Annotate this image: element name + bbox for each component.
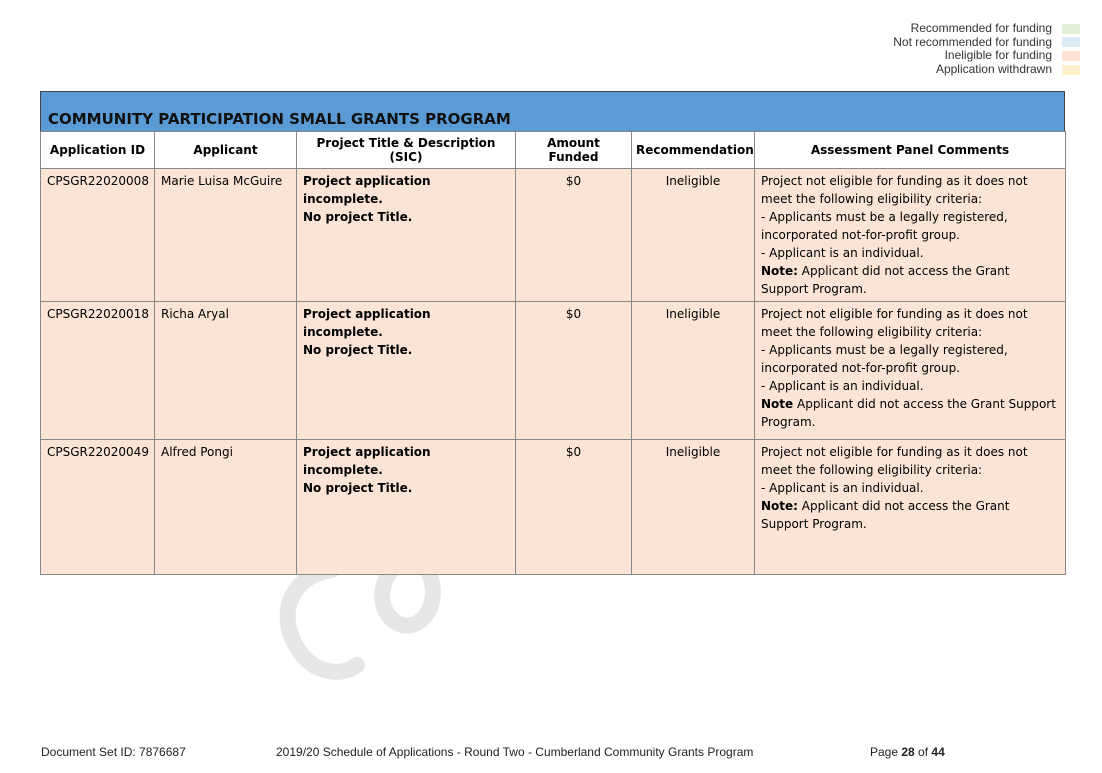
note-label: Note:	[761, 264, 798, 278]
legend-swatch	[1062, 65, 1080, 75]
column-header-applicant: Applicant	[155, 132, 297, 169]
column-header-amount-funded: Amount Funded	[516, 132, 632, 169]
cell-assessment-comments	[755, 302, 1066, 440]
comment-intro: Project not eligible for funding as it does not meet the following eligibility criteria:	[761, 174, 1028, 206]
table-row	[41, 302, 1066, 440]
cell-amount-funded: $0	[516, 440, 632, 575]
legend-item-withdrawn	[893, 63, 1080, 77]
cell-application-id: CPSGR22020049	[41, 440, 155, 575]
legend-label: Ineligible for funding	[944, 48, 1052, 63]
table-row	[41, 440, 1066, 575]
cell-recommendation: Ineligible	[632, 169, 755, 302]
cell-applicant: Richa Aryal	[155, 302, 297, 440]
column-header-assessment-comments: Assessment Panel Comments	[755, 132, 1066, 169]
project-line: No project Title.	[303, 343, 413, 357]
applications-table	[40, 131, 1066, 575]
project-line: No project Title.	[303, 210, 413, 224]
page-total: 44	[931, 745, 945, 759]
comment-note	[761, 395, 1059, 431]
table-header-row	[41, 132, 1066, 169]
comment-bullet: - Applicant is an individual.	[761, 246, 924, 260]
column-header-application-id: Application ID	[41, 132, 155, 169]
comment-intro: Project not eligible for funding as it does not meet the following eligibility criteria:	[761, 445, 1028, 477]
legend-swatch	[1062, 51, 1080, 61]
comment-bullet: - Applicants must be a legally registered, incorporated not-for-profit group.	[761, 343, 1008, 375]
cell-project-title	[297, 169, 516, 302]
cell-application-id: CPSGR22020018	[41, 302, 155, 440]
comment-intro: Project not eligible for funding as it does not meet the following eligibility criteria:	[761, 307, 1028, 339]
comment-note	[761, 262, 1059, 298]
cell-applicant: Marie Luisa McGuire	[155, 169, 297, 302]
comment-note	[761, 497, 1059, 533]
document-set-id: Document Set ID: 7876687	[41, 745, 186, 759]
cell-application-id: CPSGR22020008	[41, 169, 155, 302]
legend-item-ineligible	[893, 49, 1080, 63]
legend-swatch	[1062, 37, 1080, 47]
cell-assessment-comments	[755, 169, 1066, 302]
column-header-project-title: Project Title & Description (SIC)	[297, 132, 516, 169]
note-text: Applicant did not access the Grant Support Program.	[761, 264, 1010, 296]
comment-bullet: - Applicant is an individual.	[761, 379, 924, 393]
footer-title: 2019/20 Schedule of Applications - Round Two - Cumberland Community Grants Program	[276, 745, 754, 759]
note-label: Note	[761, 397, 794, 411]
page-prefix: Page	[870, 745, 902, 759]
cell-applicant: Alfred Pongi	[155, 440, 297, 575]
cell-amount-funded: $0	[516, 169, 632, 302]
applications-table-section	[40, 91, 1065, 575]
project-line: Project application incomplete.	[303, 307, 431, 339]
cell-project-title	[297, 440, 516, 575]
page-current: 28	[901, 745, 915, 759]
legend-label: Not recommended for funding	[893, 34, 1052, 49]
comment-bullet: - Applicants must be a legally registered, incorporated not-for-profit group.	[761, 210, 1008, 242]
project-line: No project Title.	[303, 481, 413, 495]
legend-label: Recommended for funding	[910, 21, 1052, 35]
status-legend	[893, 22, 1080, 76]
project-line: Project application incomplete.	[303, 174, 431, 206]
cell-recommendation: Ineligible	[632, 440, 755, 575]
column-header-recommendation: Recommendation	[632, 132, 755, 169]
note-label: Note:	[761, 499, 798, 513]
cell-amount-funded: $0	[516, 302, 632, 440]
program-title-bar	[40, 91, 1065, 131]
legend-item-not-recommended	[893, 36, 1080, 50]
table-row	[41, 169, 1066, 302]
project-line: Project application incomplete.	[303, 445, 431, 477]
note-text: Applicant did not access the Grant Support Program.	[761, 499, 1010, 531]
page-number	[870, 745, 945, 759]
legend-label: Application withdrawn	[935, 61, 1052, 76]
page-of: of	[914, 745, 932, 759]
comment-bullet: - Applicant is an individual.	[761, 481, 924, 495]
legend-swatch	[1062, 24, 1080, 34]
note-text: Applicant did not access the Grant Support Program.	[761, 397, 1056, 429]
cell-assessment-comments	[755, 440, 1066, 575]
program-title: COMMUNITY PARTICIPATION SMALL GRANTS PROGRAM	[48, 110, 511, 128]
cell-recommendation: Ineligible	[632, 302, 755, 440]
cell-project-title	[297, 302, 516, 440]
legend-item-recommended	[893, 22, 1080, 36]
